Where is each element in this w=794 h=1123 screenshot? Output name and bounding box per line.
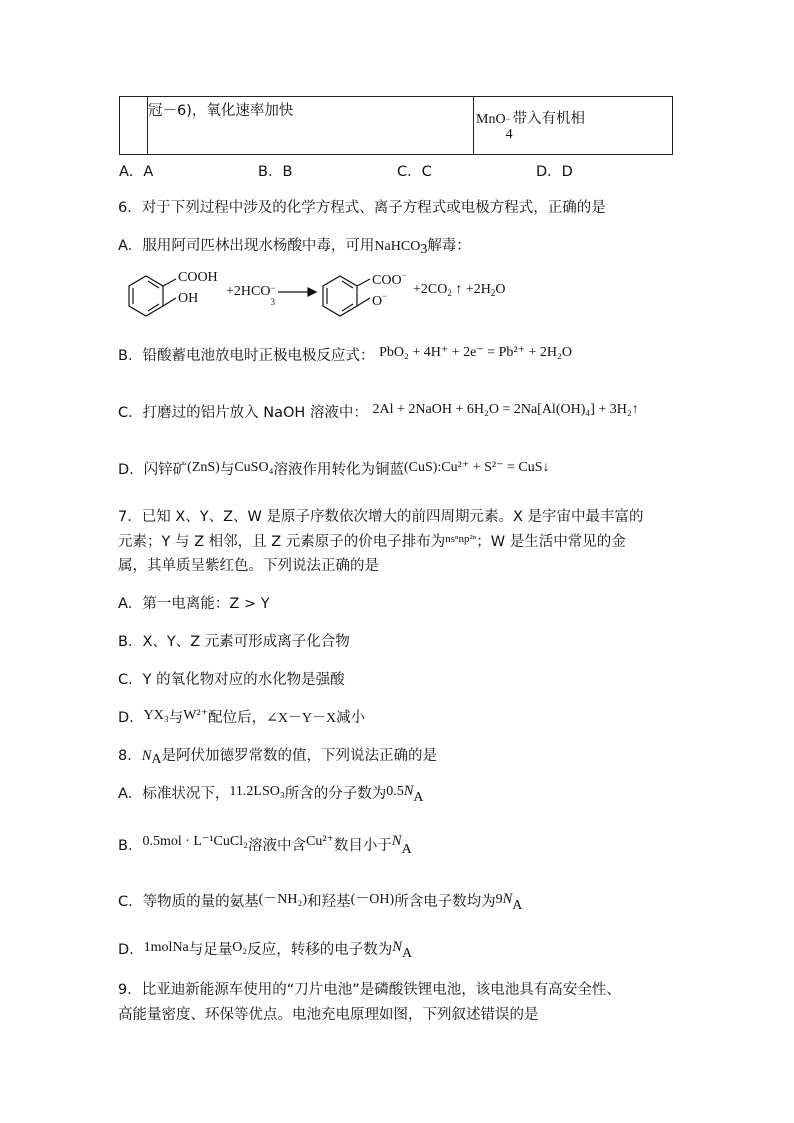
o2-formula: O₂ — [232, 940, 248, 955]
mno4-subscript: 4 — [505, 127, 513, 142]
products-term — [413, 282, 505, 298]
question-5-table — [119, 96, 673, 155]
q6-a-text2: 解毒： — [427, 238, 471, 254]
h2o-sub: 2 — [490, 288, 496, 298]
q7-d-end: 减小 — [336, 710, 366, 726]
hco3-term — [226, 283, 277, 307]
q7-option-c: C．Y 的氧化物对应的水化物是强酸 — [118, 672, 345, 688]
table-left-cell — [148, 97, 474, 155]
q8-a-text: A．标准状况下， — [118, 786, 230, 802]
q6-option-b — [118, 346, 572, 367]
nahco3-formula: NaHCO — [374, 239, 421, 254]
q8-b-text2: 数目小于 — [333, 838, 392, 854]
q8-stem — [118, 746, 437, 770]
q8-c-text3: 所含电子数均为 — [394, 894, 496, 910]
na-sub-d: A — [401, 946, 413, 961]
q6-a-text: A．服用阿司匹林出现水杨酸中毒，可用 — [118, 238, 375, 254]
cu2plus-ion: Cu²⁺ — [305, 834, 334, 849]
q5-option-b: B．B — [258, 164, 293, 180]
h2o-text: +2H — [465, 282, 491, 297]
cucl2-conc: 0.5mol · L⁻¹CuCl₂ — [142, 834, 248, 849]
o-minus-label — [372, 291, 387, 310]
o-charge: − — [382, 291, 388, 301]
q6-c-text: C．打磨过的铝片放入 NaOH 溶液中： — [118, 405, 368, 421]
q6-d-text1: D．闪锌矿 — [118, 462, 188, 478]
q8-d-text: 与足量 — [188, 942, 233, 958]
coo-label — [372, 270, 407, 289]
o-text: O — [372, 294, 383, 309]
q7-line2 — [118, 532, 626, 553]
q8-d-prefix: D． — [118, 942, 144, 958]
q8-option-a — [118, 784, 424, 808]
reaction-arrow — [278, 288, 316, 296]
na-amount: 1molNa — [143, 940, 189, 955]
na-symbol-c: N — [502, 891, 513, 907]
q7-option-b: B．X、Y、Z 元素可形成离子化合物 — [118, 634, 350, 650]
q6-option-d — [118, 460, 550, 481]
q8-prefix: 8． — [118, 748, 142, 764]
na-sub: A — [151, 752, 162, 767]
coo-charge: − — [401, 270, 407, 280]
coo-text: COO — [372, 273, 402, 288]
hco3-charge: − — [270, 283, 276, 293]
table-right-text — [474, 97, 672, 142]
q8-stem-rest: 是阿伏加德罗常数的值，下列说法正确的是 — [161, 748, 438, 764]
na-sub-c: A — [512, 898, 523, 913]
q7-line2a: 元素；Y 与 Z 相邻，且 Z 元素原子的价电子排布为 — [118, 534, 446, 550]
q6-d-equation: (CuS):Cu²⁺ + S²⁻ = CuS↓ — [403, 460, 550, 475]
mno4-formula: MnO — [476, 112, 506, 127]
table-right-cell — [474, 97, 673, 155]
cooh-label: COOH — [178, 270, 218, 285]
table-right-label: 带入有机相 — [512, 111, 586, 127]
na-symbol-a: N — [403, 783, 414, 799]
q6-d-text3: 溶液作用转化为铜蓝 — [273, 462, 404, 478]
zns-formula: (ZnS) — [187, 460, 220, 475]
na-symbol-d: N — [392, 939, 402, 955]
na-symbol: N — [141, 748, 152, 764]
na-sub-a: A — [413, 790, 424, 805]
oh-label: OH — [178, 291, 199, 306]
q5-option-d: D．D — [536, 164, 573, 180]
q9-line1: 9．比亚迪新能源车使用的“刀片电池”是磷酸铁锂电池，该电池具有高安全性、 — [118, 982, 621, 998]
q6-option-c — [118, 403, 639, 424]
q7-d-mid2: 配位后， — [208, 710, 267, 726]
na-symbol-b: N — [391, 833, 402, 849]
q8-d-text2: 反应，转移的电子数为 — [247, 942, 393, 958]
so3-amount: 11.2LSO₃ — [229, 784, 285, 799]
q8-a-text2: 所含的分子数为 — [284, 786, 387, 802]
q8-c-value: 9 — [495, 892, 503, 907]
q5-option-a: A．A — [119, 164, 154, 180]
q7-d-prefix: D． — [118, 710, 144, 726]
nahco3-sub: 3 — [420, 242, 428, 257]
table-left-text: 冠－6)，氧化速率加快 — [148, 103, 294, 119]
cuso4-formula: CuSO₄ — [234, 460, 274, 475]
q8-c-text: C．等物质的量的氨基 — [118, 894, 259, 910]
q8-option-c — [118, 892, 522, 916]
q6-option-a — [118, 236, 471, 260]
mno4-charge: − — [505, 114, 511, 124]
w2plus-ion: W²⁺ — [183, 708, 209, 723]
na-sub-b: A — [401, 842, 412, 857]
q8-option-b — [118, 833, 412, 860]
q8-option-d — [118, 940, 412, 964]
q7-line2b: ；W 是生活中常见的金 — [476, 534, 626, 550]
benzene-ring-right — [323, 276, 370, 316]
electron-config: nsⁿnp²ⁿ — [445, 533, 477, 545]
q8-b-prefix: B． — [118, 838, 143, 854]
co2-sub: 2 — [447, 288, 452, 298]
q6-c-equation: 2Al + 2NaOH + 6H₂O = 2Na[Al(OH)₄] + 3H₂↑ — [372, 402, 639, 417]
oh-group: (－OH) — [350, 892, 395, 907]
q8-a-value: 0.5 — [386, 784, 404, 799]
table-empty-cell — [120, 97, 148, 155]
q7-line1: 7．已知 X、Y、Z、W 是原子序数依次增大的前四周期元素。X 是宇宙中最丰富的 — [118, 509, 644, 525]
q7-option-a: A．第一电离能：Z > Y — [118, 596, 270, 612]
bond-angle: ∠X－Y－X — [266, 711, 337, 726]
hco3-text: +2HCO — [226, 284, 271, 299]
q7-d-mid: 与 — [168, 710, 184, 726]
yx3-formula: YX₃ — [143, 708, 169, 723]
gas-arrow-icon: ↑ — [455, 282, 463, 297]
q6-stem: 6．对于下列过程中涉及的化学方程式、离子方程式或电极方程式，正确的是 — [118, 200, 606, 216]
q8-b-text: 溶液中含 — [247, 838, 306, 854]
co2-text: +2CO — [413, 282, 448, 297]
hco3-sub: 3 — [270, 297, 275, 307]
q7-option-d — [118, 708, 365, 729]
h2o-o: O — [495, 282, 506, 297]
q6-b-equation: PbO₂ + 4H⁺ + 2e⁻ = Pb²⁺ + 2H₂O — [379, 345, 572, 360]
q8-c-text2: 和羟基 — [307, 894, 351, 910]
nh2-group: (－NH₂) — [258, 892, 308, 907]
q9-line2: 高能量密度、环保等优点。电池充电原理如图，下列叙述错误的是 — [118, 1007, 539, 1023]
q5-option-c: C．C — [397, 164, 432, 180]
q7-line3: 属，其单质呈紫红色。下列说法正确的是 — [118, 558, 379, 574]
benzene-ring-left — [129, 276, 176, 316]
q6-b-text: B．铅酸蓄电池放电时正极电极反应式： — [118, 348, 375, 364]
q6-d-text2: 与 — [219, 462, 235, 478]
